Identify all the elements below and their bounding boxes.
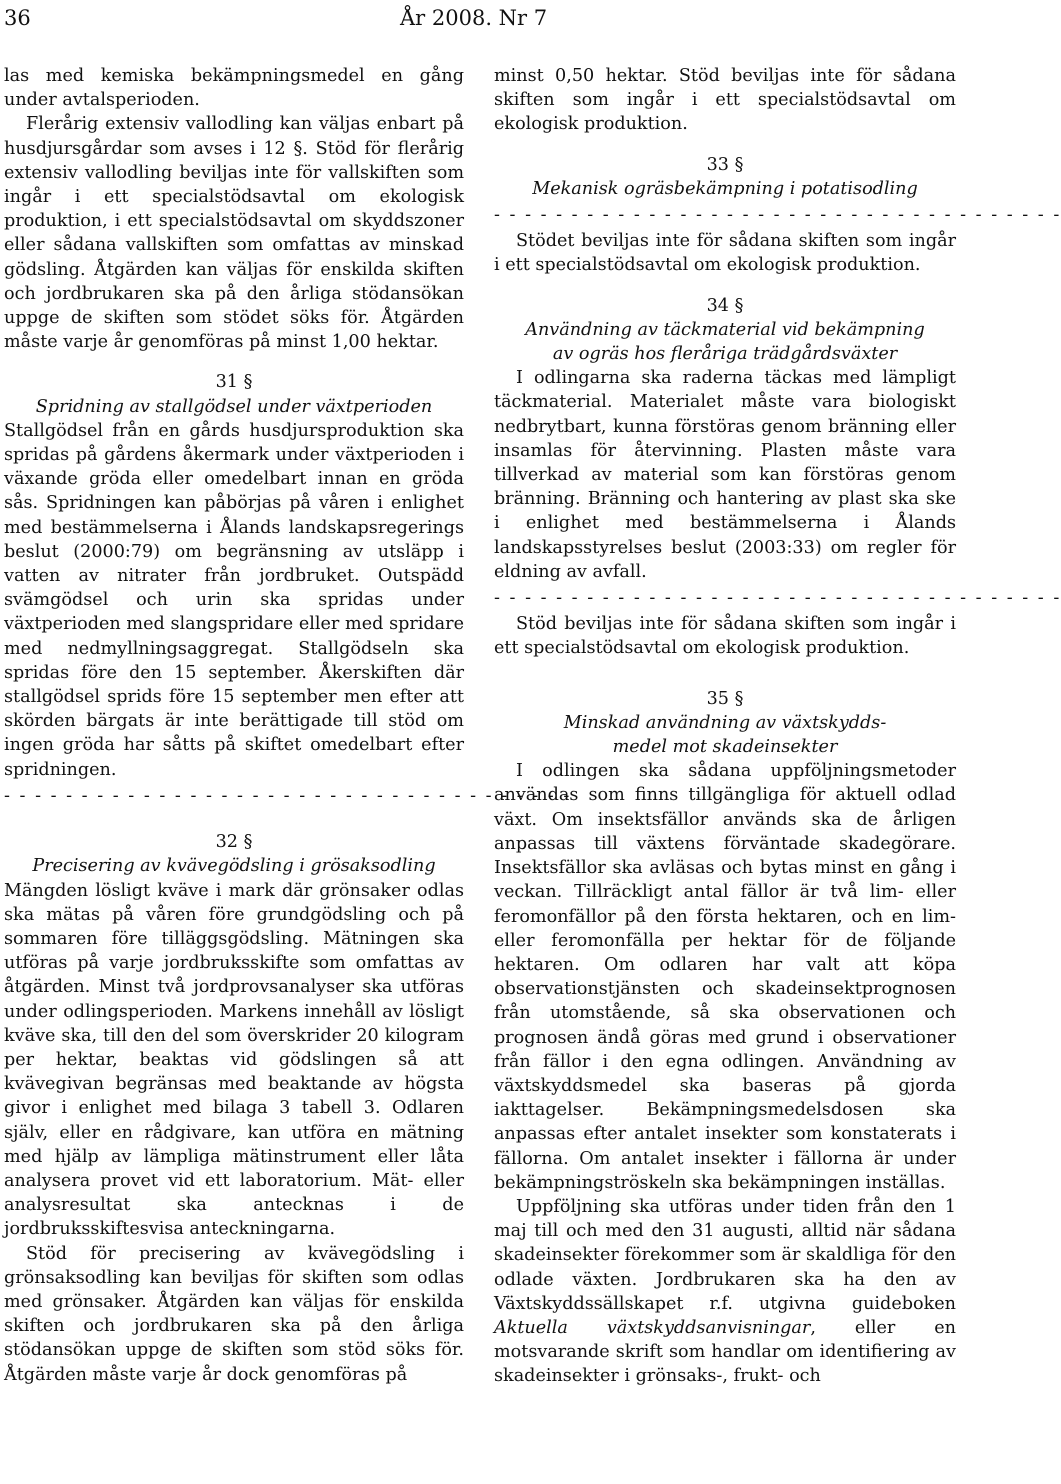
section-31-text: Stallgödsel från en gårds husdjursproduktion ska spridas på gårdens åkermark under växtperioden i växande gröda eller omedelbart innan en gröda sås. Spridningen kan påbörjas på våren i enlighet med bestämmelserna i Ålands landskapsregerings beslut (2000:79) om begränsning av utsläpp i vatten av nitrater från jordbruket. Outspädd svämgödsel och urin ska spridas under växtperioden med slangspridare eller med spridare med nedmyllningsaggregat. Stallgödseln ska spridas före den 15 september. Åkerskiften där stallgödsel sprids före 15 september men efter att skörden bärgats är inte berättigade till stöd om ingen gröda har såtts på skiftet omedelbart efter spridningen. xyxy=(4,420,464,780)
page-number: 36 xyxy=(4,6,31,30)
issue-label: År 2008. Nr 7 xyxy=(400,6,548,30)
intro-paragraph-1: las med kemiska bekämpningsmedel en gång under avtalsperioden. xyxy=(4,66,464,111)
section-35-number: 35 § xyxy=(706,688,744,709)
continued-text: minst 0,50 hektar. Stöd beviljas inte för sådana skiften som ingår i ett specialstödsavtal om ekologisk produktion. xyxy=(494,66,956,135)
guidebook-title: Aktuella växtskyddsanvisningar xyxy=(494,1317,811,1338)
section-35-text-2 xyxy=(494,1195,956,1389)
section-34-title-line-2: av ogräs hos fleråriga trädgårdsväxter xyxy=(552,344,898,365)
separator-dashes: - - - - - - - - - - - - - - - - - - - - - - - - - - - - - - - - - - - - - xyxy=(4,785,572,806)
section-33-text: Stödet beviljas inte för sådana skiften som ingår i ett specialstödsavtal om ekologisk produktion. xyxy=(494,231,956,276)
section-31-number: 31 § xyxy=(215,372,253,393)
section-32-title: Precisering av kvävegödsling i grösaksodling xyxy=(32,856,436,877)
right-column xyxy=(494,64,1061,1389)
section-33-title: Mekanisk ogräsbekämpning i potatisodling xyxy=(532,178,918,199)
section-34-title-line-1: Användning av täckmaterial vid bekämpning xyxy=(525,319,925,340)
section-35-text-2a: Uppföljning ska utföras under tiden från den 1 maj till och med den 31 augusti, alltid när sådana skadeinsekter förekommer som är skaldliga för den odlade växten. Jordbrukaren ska ha den av Växtskyddssällskapet r.f. utgivna guideboken xyxy=(494,1196,956,1314)
separator-dashes: - - - - - - - - - - - - - - - - - - - - - - - - - - - - - - - - - - - - - xyxy=(494,205,1061,226)
section-33-number: 33 § xyxy=(706,154,744,175)
section-35-title-line-1: Minskad användning av växtskydds- xyxy=(563,712,887,733)
section-35-title-line-2: medel mot skadeinsekter xyxy=(612,737,838,758)
intro-paragraph-2: Flerårig extensiv vallodling kan väljas enbart på husdjursgårdar som avses i 12 §. Stöd för flerårig extensiv vallodling beviljas inte för vallskiften som ingår i ett specialstödsavtal om ekologisk produktion, i ett specialstödsavtal om skyddszoner eller sådana vallskiften som omfattas av minskad gödsling. Åtgärden kan väljas för enskilda skiften och jordbrukaren ska på den årliga stödansökan uppge de skiften som stödet söks för. Åtgärden måste varje år genomföras på minst 1,00 hektar. xyxy=(4,114,464,353)
separator-dashes: - - - - - - - - - - - - - - - - - - - - - - - - - - - - - - - - - - - - - xyxy=(494,588,1061,609)
left-column xyxy=(4,64,572,1387)
section-32-text-1: Mängden lösligt kväve i mark där grönsaker odlas ska mätas på våren före grundgödsling och på sommaren före tilläggsgödsling. Mätningen ska utföras på varje jordbruksskifte som omfattas av åtgärden. Minst två jordprovsanalyser ska utföras under odlingsperioden. Markens innehåll av lösligt kväve ska, till den del som överskrider 20 kilogram per hektar, beaktas vid gödslingen så att kvävegivan begränsas med beaktande av högsta givor i enlighet med bilaga 3 tabell 3. Odlaren själv, eller en rådgivare, kan utföra en mätning med hjälp av lämpliga mätinstrument eller låta analysera provet vid ett laboratorium. Mät- eller analysresultat ska antecknas i de jordbruksskiftesvisa anteckningarna. xyxy=(4,880,464,1240)
section-32-text-2: Stöd för precisering av kvävegödsling i grönsaksodling kan beviljas för skiften som odlas med grönsaker. Åtgärden kan väljas för enskilda skiften och jordbrukaren ska på den årliga stödansökan uppge de skiften som stöd söks för. Åtgärden måste varje år dock genomföras på xyxy=(4,1243,464,1385)
section-32-number: 32 § xyxy=(215,832,253,853)
section-31-title: Spridning av stallgödsel under växtperioden xyxy=(35,396,433,417)
section-35-text-1: I odlingen ska sådana uppföljningsmetoder användas som finns tillgängliga för aktuell odlad växt. Om insektsfällor används ska de årligen anpassas till växtens förväntade skadegörare. Insektsfällor ska avläsas och bytas minst en gång i veckan. Tillräckligt antal fällor är två lim- eller feromonfällor på den första hektaren, och en lim- eller feromonfälla per hektar för de följande hektaren. Om odlaren har valt att köpa observationstjänsten och skadeinsektprognosen från utomstående, så ska observationen och prognosen ändå göras med grund i observationer från fällor i den egna odlingen. Användning av växtskyddsmedel ska baseras på gjorda iakttagelser. Bekämpningsmedelsdosen ska anpassas efter antalet insekter som konstaterats i fällorna. Om antalet insekter i fällorna är under bekämpningströskeln ska bekämpningen inställas. xyxy=(494,761,956,1193)
section-35-text-2b: , eller en motsvarande skrift som handlar om identifiering av skadeinsekter i grönsaks-, frukt- och xyxy=(494,1317,956,1387)
page-header xyxy=(0,0,960,48)
section-34-text-2: Stöd beviljas inte för sådana skiften som ingår i ett specialstödsavtal om ekologisk produktion. xyxy=(494,614,956,659)
section-34-number: 34 § xyxy=(706,295,744,316)
section-34-text: I odlingarna ska raderna täckas med lämpligt täckmaterial. Materialet måste vara biologiskt nedbrytbart, kunna förstöras genom bränning eller insamlas för återvinning. Plasten måste vara tillverkad av material som kan förstöras genom bränning. Bränning och hantering av plast ska ske i enlighet med bestämmelserna i Ålands landskapsstyrelses beslut (2003:33) om regler för eldning av avfall. xyxy=(494,368,956,582)
